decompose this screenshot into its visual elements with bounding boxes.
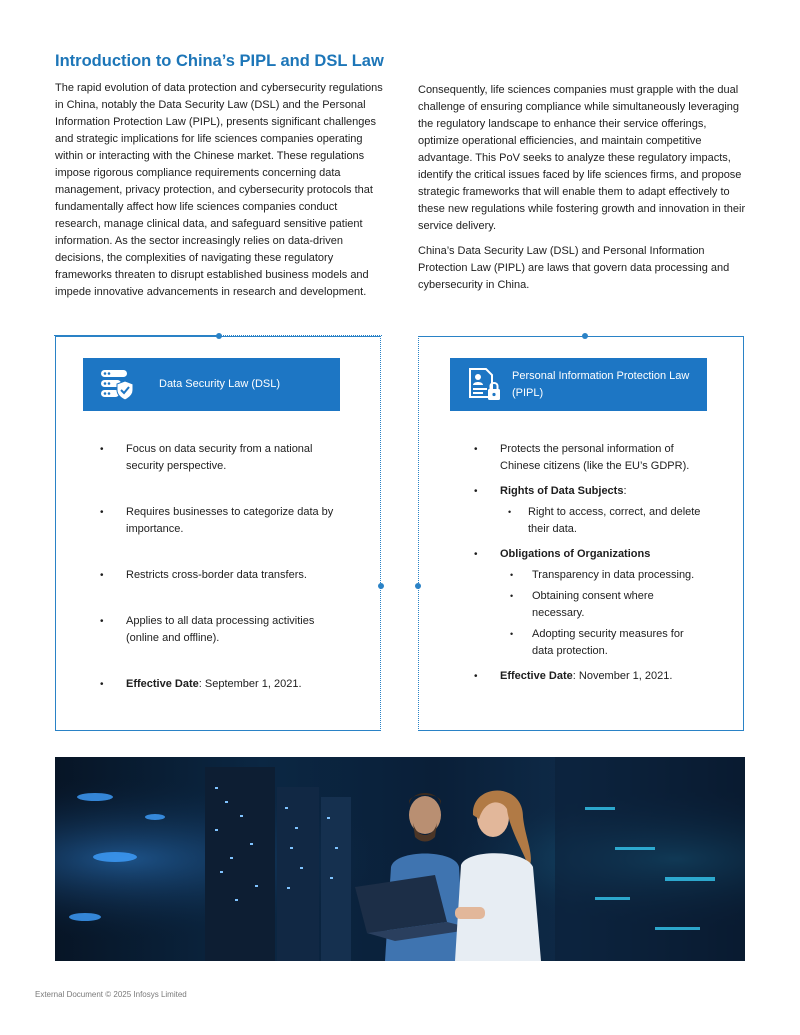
pipl-rights-item: • Rights of Data Subjects: • Right to access, correct, and delete their data.	[474, 483, 704, 538]
connector-dot	[216, 333, 222, 339]
intro-right-column	[418, 82, 746, 302]
dsl-bullet-list	[100, 441, 340, 722]
pipl-rights-sublist	[500, 504, 704, 538]
connector-dot	[582, 333, 588, 339]
intro-paragraph: China’s Data Security Law (DSL) and Personal Information Protection Law (PIPL) are laws that govern data processing and cybersecurity in China.	[418, 245, 730, 291]
pipl-card	[418, 336, 744, 731]
dsl-header	[83, 358, 340, 411]
list-item: • Transparency in data processing.	[500, 567, 704, 584]
intro-paragraph: The rapid evolution of data protection and cybersecurity regulations in China, notably the Data Security Law (DSL) and the Personal Information Protection Law (PIPL), presents significant challenges and strategic implications for life sciences companies operating within or interacting with the Chinese market. These regulations impose rigorous compliance requirements concerning data management, privacy protection, and cybersecurity protocols that fundamentally affect how life sciences companies conduct research, manage clinical data, and safeguard sensitive patient information. As the sector increasingly relies on data-driven decisions, the complexities of navigating these regulatory frameworks threaten to disrupt established business models and impede innovative advancements in research and development.	[55, 82, 383, 298]
dsl-header-label: Data Security Law (DSL)	[159, 378, 281, 390]
pipl-header-label: Personal Information Protection Law (PIPL)	[512, 369, 690, 399]
pipl-header	[450, 358, 707, 411]
footer-text: External Document © 2025 Infosys Limited	[35, 990, 187, 999]
intro-left-column	[55, 80, 383, 309]
pipl-obligations-sublist	[500, 567, 704, 660]
intro-paragraph: Consequently, life sciences companies must grapple with the dual challenge of ensuring compliance while simultaneously leveraging the regulatory landscape to enhance their service offerings, optimize operational efficiencies, and maintain competitive advantage. This PoV seeks to analyze these regulatory impacts, identify the critical issues faced by life sciences firms, and propose strategic frameworks that will enable them to adapt effectively to these new regulations while fostering growth and innovation in their service delivery.	[418, 84, 746, 232]
dsl-card	[55, 336, 381, 731]
connector-dot	[415, 583, 421, 589]
pipl-effective-date: • Effective Date: November 1, 2021.	[474, 668, 704, 685]
pipl-obligations-item: • Obligations of Organizations • Transparency in data processing. • Obtaining consent where necessary. • Adopting security measures for data protection.	[474, 546, 704, 660]
list-item: • Applies to all data processing activities (online and offline).	[100, 613, 340, 647]
list-item: • Requires businesses to categorize data by importance.	[100, 504, 340, 538]
data-center-illustration	[55, 757, 745, 961]
list-item: • Right to access, correct, and delete their data.	[500, 504, 704, 538]
dsl-effective-date: • Effective Date: September 1, 2021.	[100, 676, 340, 693]
server-shield-icon	[99, 367, 135, 403]
pipl-bullet-list	[474, 441, 704, 693]
data-center-photo	[55, 757, 745, 961]
connector-dot	[378, 583, 384, 589]
list-item: • Protects the personal information of Chinese citizens (like the EU’s GDPR).	[474, 441, 704, 475]
list-item: • Focus on data security from a national security perspective.	[100, 441, 340, 475]
list-item: • Adopting security measures for data protection.	[500, 626, 704, 660]
list-item: • Obtaining consent where necessary.	[500, 588, 704, 622]
page-title: Introduction to China’s PIPL and DSL Law	[55, 52, 384, 70]
list-item: • Restricts cross-border data transfers.	[100, 567, 340, 584]
document-lock-icon	[466, 367, 502, 403]
